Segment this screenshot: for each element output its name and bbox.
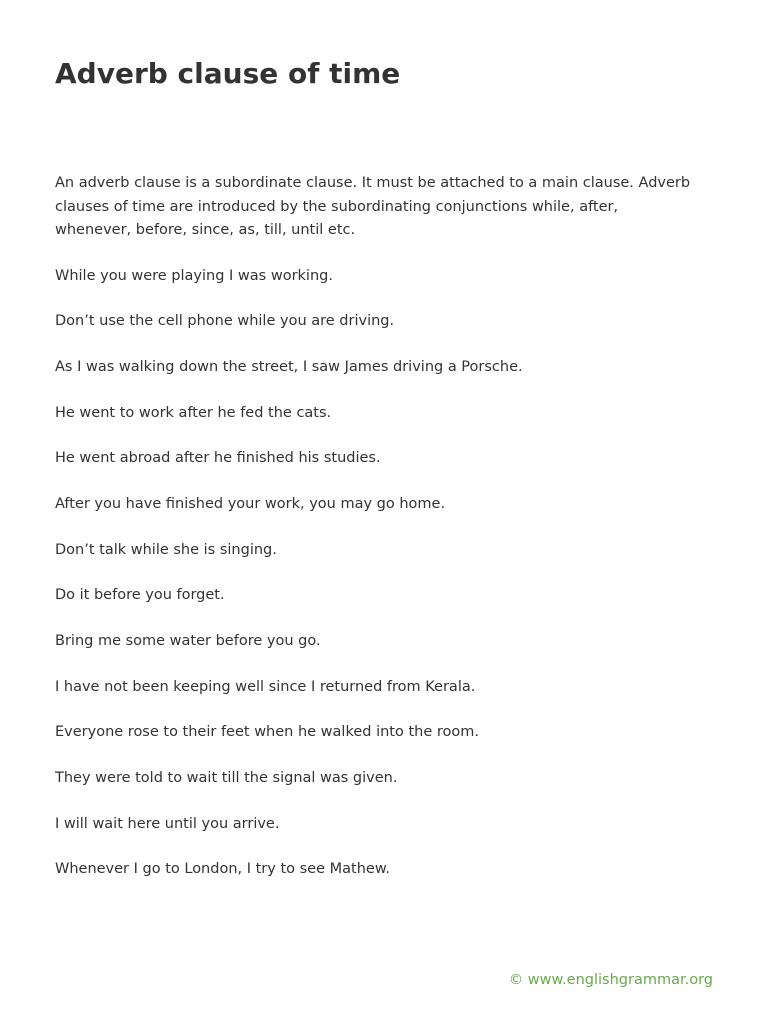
- example-sentence: Do it before you forget.: [55, 587, 225, 604]
- intro-paragraph: An adverb clause is a subordinate clause. It must be attached to a main clause. Adverb clauses of time are introduced by the subordinating conjunctions while, after, whenever, before, since, as, till, until etc.: [55, 175, 691, 238]
- example-sentence: While you were playing I was working.: [55, 267, 333, 284]
- example-sentence: I have not been keeping well since I returned from Kerala.: [55, 678, 476, 695]
- document-body: [55, 172, 695, 904]
- example-sentence: Don’t use the cell phone while you are driving.: [55, 313, 395, 330]
- example-sentence: Everyone rose to their feet when he walked into the room.: [55, 724, 479, 741]
- example-sentence: Whenever I go to London, I try to see Mathew.: [55, 861, 390, 878]
- example-sentence: After you have finished your work, you may go home.: [55, 495, 446, 512]
- example-sentence: Bring me some water before you go.: [55, 633, 321, 649]
- example-sentence: As I was walking down the street, I saw James driving a Porsche.: [55, 358, 523, 375]
- example-sentence: I will wait here until you arrive.: [55, 815, 280, 832]
- page-title: Adverb clause of time: [55, 57, 401, 90]
- example-sentence: They were told to wait till the signal was given.: [55, 770, 398, 787]
- example-sentence: Don’t talk while she is singing.: [55, 541, 277, 558]
- example-sentence-list: [55, 265, 695, 882]
- example-sentence: He went abroad after he finished his studies.: [55, 450, 381, 467]
- copyright-footer: © www.englishgrammar.org: [508, 972, 713, 988]
- example-sentence: He went to work after he fed the cats.: [55, 404, 332, 421]
